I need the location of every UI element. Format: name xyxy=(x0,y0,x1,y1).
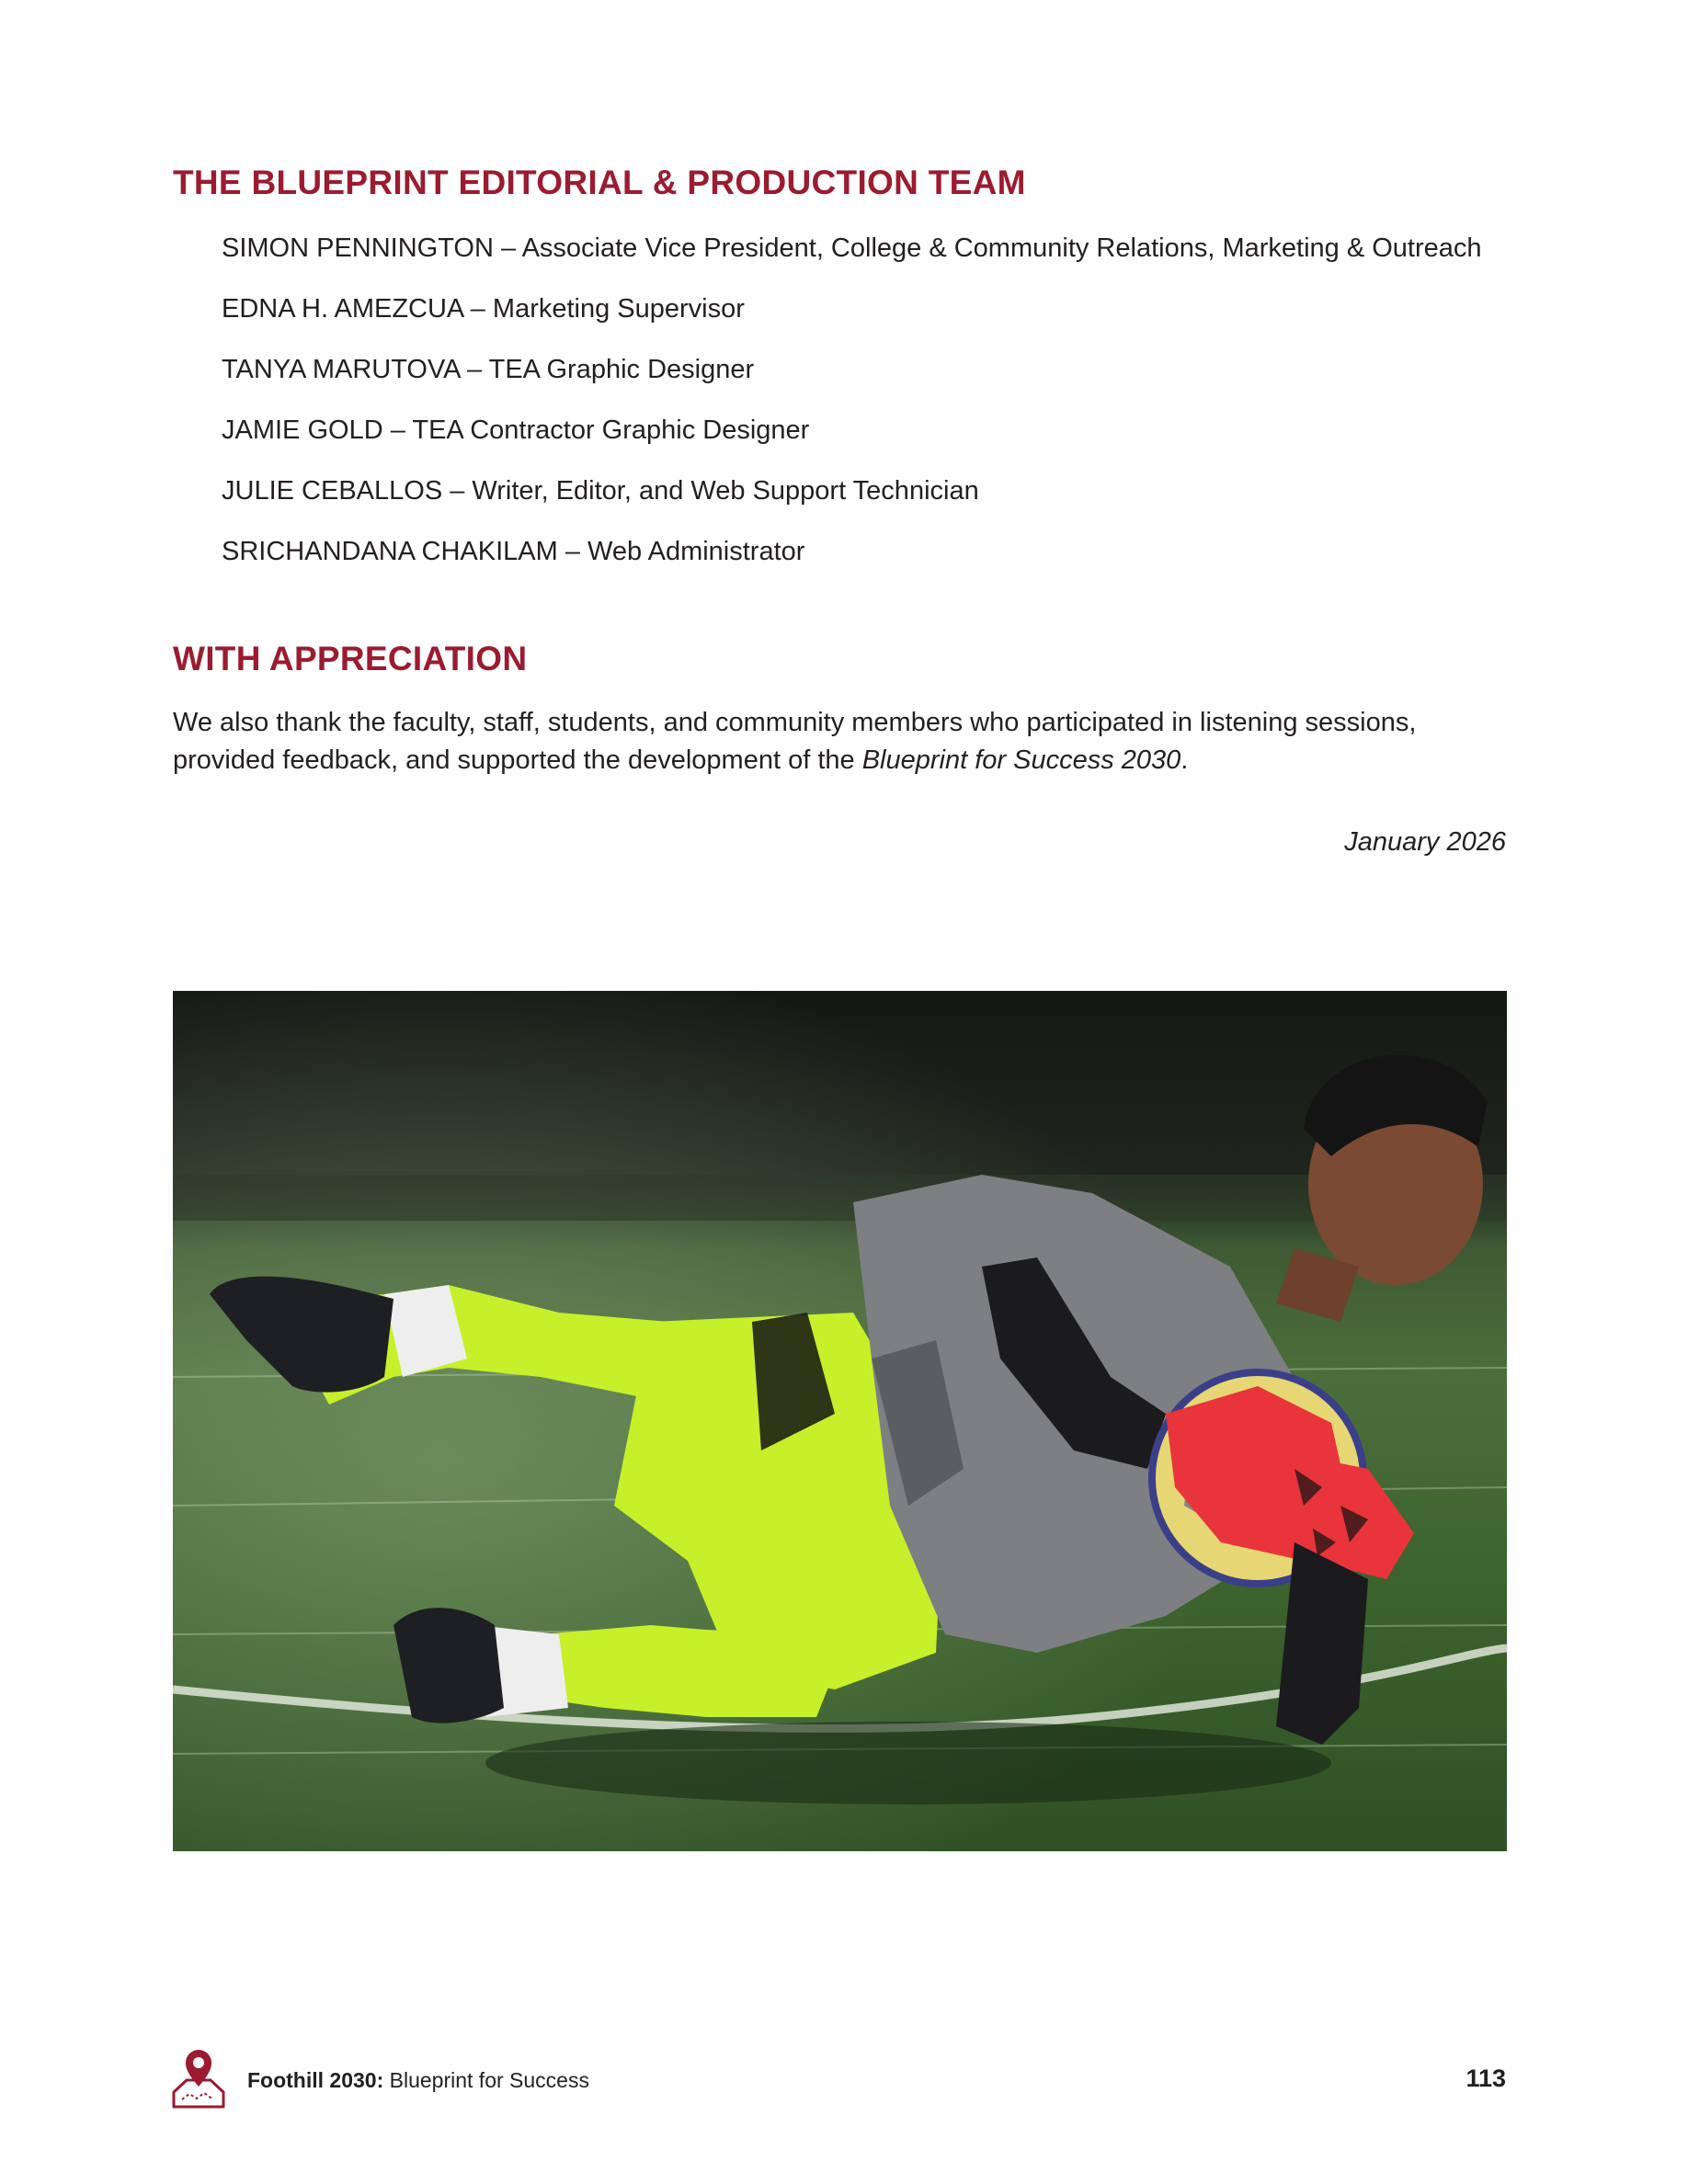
goalkeeper-photo xyxy=(173,991,1507,1851)
appreciation-text-start: We also thank the faculty, staff, students, and community members who participated in listening sessions, provided feedback, and supported the development of the xyxy=(173,708,1417,775)
team-member: SRICHANDANA CHAKILAM – Web Administrator xyxy=(222,537,805,566)
appreciation-text-end: . xyxy=(1180,745,1189,775)
page-number: 113 xyxy=(1466,2065,1506,2092)
team-member: TANYA MARUTOVA – TEA Graphic Designer xyxy=(222,355,755,384)
publication-date: January 2026 xyxy=(1344,827,1506,857)
map-pin-icon xyxy=(171,2046,226,2115)
team-member: EDNA H. AMEZCUA – Marketing Supervisor xyxy=(222,294,745,324)
page-footer xyxy=(171,2046,1506,2110)
team-member: JAMIE GOLD – TEA Contractor Graphic Designer xyxy=(222,415,810,445)
team-list xyxy=(222,228,1482,592)
team-heading: THE BLUEPRINT EDITORIAL & PRODUCTION TEAM xyxy=(173,164,1026,201)
footer-title xyxy=(247,2068,589,2093)
appreciation-heading: WITH APPRECIATION xyxy=(173,640,528,677)
appreciation-text xyxy=(173,704,1515,779)
team-member: SIMON PENNINGTON – Associate Vice President, College & Community Relations, Marketing & Outreach xyxy=(222,233,1482,263)
footer-title-bold: Foothill 2030: xyxy=(247,2068,384,2092)
footer-title-rest: Blueprint for Success xyxy=(383,2068,589,2092)
team-member: JULIE CEBALLOS – Writer, Editor, and Web Support Technician xyxy=(222,476,979,506)
appreciation-text-title: Blueprint for Success 2030 xyxy=(861,745,1181,775)
